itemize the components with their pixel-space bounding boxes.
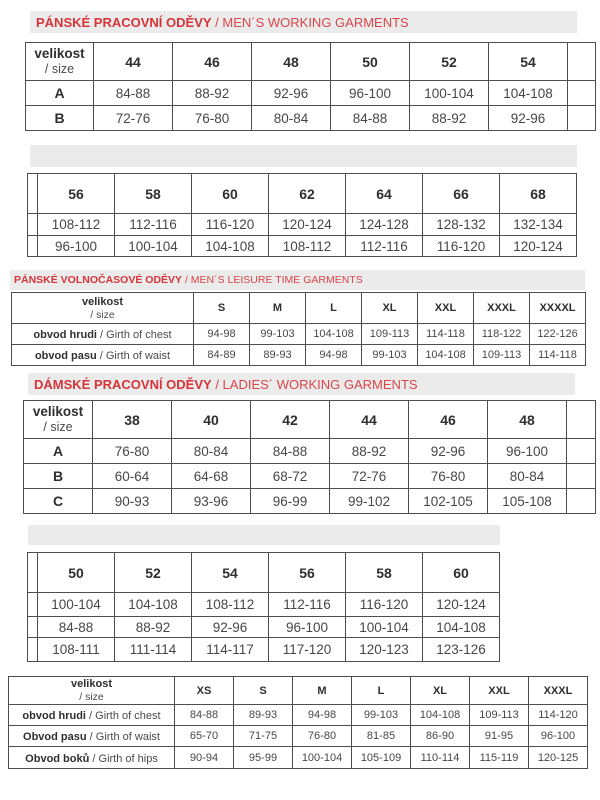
cropped-column-cell [28, 214, 38, 236]
value-cell: 104-108 [192, 236, 269, 257]
size-header-cell: 66 [423, 174, 500, 214]
value-cell: 94-98 [293, 705, 352, 726]
size-header-cell: 48 [252, 43, 331, 81]
value-cell: 96-100 [331, 81, 410, 106]
value-cell: 92-96 [192, 617, 269, 638]
value-cell: 108-112 [38, 214, 115, 236]
size-header-cell: 44 [94, 43, 173, 81]
cropped-column-cell [28, 593, 38, 617]
size-header-cell: 58 [115, 174, 192, 214]
value-cell: 102-105 [409, 489, 488, 514]
value-cell: 112-116 [346, 236, 423, 257]
value-cell: 109-113 [470, 705, 529, 726]
row-label-cell [9, 726, 175, 747]
size-header-cell: M [250, 293, 306, 324]
corner-label-czech: velikost [32, 404, 84, 419]
table-ladies-working-sizes-38-48 [23, 400, 596, 514]
title-english: / MEN´S LEISURE TIME GARMENTS [182, 274, 363, 286]
corner-label-english: / size [43, 420, 73, 434]
cropped-column-cell [28, 553, 38, 593]
value-cell: 81-85 [352, 726, 411, 747]
value-cell: 104-108 [411, 705, 470, 726]
table-ladies-letter-sizes [8, 676, 588, 769]
value-cell: 120-123 [346, 638, 423, 662]
value-cell: 99-102 [330, 489, 409, 514]
value-cell: 104-108 [306, 324, 362, 345]
size-corner-cell [24, 401, 93, 439]
value-cell: 84-88 [251, 439, 330, 464]
size-header-cell: 38 [93, 401, 172, 439]
size-header-cell: XXXL [529, 677, 588, 705]
size-header-cell: 46 [173, 43, 252, 81]
value-cell: 95-99 [234, 747, 293, 769]
value-cell: 84-88 [94, 81, 173, 106]
value-cell: 94-98 [306, 345, 362, 366]
corner-label-english: / size [90, 308, 115, 321]
row-label-english: / Girth of chest [85, 710, 161, 722]
value-cell: 64-68 [172, 464, 251, 489]
value-cell: 88-92 [410, 106, 489, 131]
value-cell: 100-104 [293, 747, 352, 769]
value-cell: 76-80 [409, 464, 488, 489]
value-cell: 100-104 [410, 81, 489, 106]
row-label-cell [12, 324, 194, 345]
row-label-cell: B [26, 106, 94, 131]
value-cell: 105-108 [488, 489, 567, 514]
table-mens-working-sizes-44-54 [25, 42, 596, 131]
title-english: / LADIES´ WORKING GARMENTS [211, 376, 418, 392]
value-cell: 122-126 [530, 324, 586, 345]
cropped-column-cell [568, 81, 596, 106]
value-cell: 60-64 [93, 464, 172, 489]
row-label-cell: C [24, 489, 93, 514]
size-header-cell: 56 [38, 174, 115, 214]
size-header-cell: 62 [269, 174, 346, 214]
title-english: / MEN´S WORKING GARMENTS [211, 14, 409, 30]
size-header-cell: XS [175, 677, 234, 705]
section-title-mens-leisure [10, 270, 585, 290]
value-cell: 114-117 [192, 638, 269, 662]
size-header-cell: XXL [470, 677, 529, 705]
value-cell: 108-112 [269, 236, 346, 257]
value-cell: 124-128 [346, 214, 423, 236]
value-cell: 111-114 [115, 638, 192, 662]
row-label-cell [9, 705, 175, 726]
size-header-cell: S [234, 677, 293, 705]
value-cell: 116-120 [192, 214, 269, 236]
size-header-cell: XXL [418, 293, 474, 324]
cropped-column-cell [567, 489, 596, 514]
value-cell: 90-93 [93, 489, 172, 514]
corner-label-czech: velikost [34, 46, 85, 61]
value-cell: 76-80 [173, 106, 252, 131]
value-cell: 96-100 [488, 439, 567, 464]
row-label-cell: A [24, 439, 93, 464]
size-header-cell: 44 [330, 401, 409, 439]
cropped-column-cell [567, 401, 596, 439]
value-cell: 84-88 [331, 106, 410, 131]
size-header-cell: 46 [409, 401, 488, 439]
value-cell: 80-84 [488, 464, 567, 489]
value-cell: 114-118 [530, 345, 586, 366]
value-cell: 116-120 [423, 236, 500, 257]
row-label-czech: obvod hrudi [33, 329, 97, 341]
row-label-cell [9, 747, 175, 769]
value-cell: 88-92 [330, 439, 409, 464]
value-cell: 88-92 [173, 81, 252, 106]
value-cell: 76-80 [93, 439, 172, 464]
value-cell: 100-104 [38, 593, 115, 617]
value-cell: 109-113 [362, 324, 418, 345]
value-cell: 116-120 [346, 593, 423, 617]
size-header-cell: 48 [488, 401, 567, 439]
value-cell: 108-111 [38, 638, 115, 662]
value-cell: 112-116 [115, 214, 192, 236]
value-cell: 104-108 [489, 81, 568, 106]
cropped-column-cell [28, 617, 38, 638]
size-corner-cell [26, 43, 94, 81]
row-label-czech: obvod hrudi [22, 710, 86, 722]
value-cell: 84-88 [38, 617, 115, 638]
size-header-cell: 52 [410, 43, 489, 81]
value-cell: 100-104 [346, 617, 423, 638]
section-title-ladies-working [28, 373, 575, 395]
cropped-column-cell [28, 236, 38, 257]
value-cell: 115-119 [470, 747, 529, 769]
size-header-cell: 60 [423, 553, 500, 593]
corner-label-czech: velikost [82, 295, 123, 308]
value-cell: 118-122 [474, 324, 530, 345]
value-cell: 84-88 [175, 705, 234, 726]
value-cell: 90-94 [175, 747, 234, 769]
value-cell: 76-80 [293, 726, 352, 747]
value-cell: 88-92 [115, 617, 192, 638]
value-cell: 94-98 [194, 324, 250, 345]
row-label-cell [12, 345, 194, 366]
value-cell: 117-120 [269, 638, 346, 662]
size-header-cell: 42 [251, 401, 330, 439]
value-cell: 89-93 [234, 705, 293, 726]
size-header-cell: XXXXL [530, 293, 586, 324]
value-cell: 92-96 [489, 106, 568, 131]
size-header-cell: 54 [489, 43, 568, 81]
value-cell: 96-99 [251, 489, 330, 514]
size-header-cell: L [352, 677, 411, 705]
divider-bar-ladies [28, 525, 500, 545]
size-header-cell: XL [411, 677, 470, 705]
value-cell: 120-124 [423, 593, 500, 617]
value-cell: 99-103 [352, 705, 411, 726]
value-cell: 86-90 [411, 726, 470, 747]
corner-label-czech: velikost [71, 678, 112, 690]
value-cell: 104-108 [418, 345, 474, 366]
size-header-cell: 52 [115, 553, 192, 593]
value-cell: 120-124 [500, 236, 577, 257]
value-cell: 120-125 [529, 747, 588, 769]
corner-label-english: / size [79, 691, 104, 703]
size-header-cell: 40 [172, 401, 251, 439]
table-ladies-working-sizes-50-60 [27, 552, 500, 662]
size-header-cell: 60 [192, 174, 269, 214]
row-label-english: / Girth of waist [86, 731, 160, 743]
value-cell: 89-93 [250, 345, 306, 366]
title-czech: PÁNSKÉ VOLNOČASOVÉ ODĚVY [14, 274, 183, 286]
value-cell: 80-84 [172, 439, 251, 464]
size-header-cell: 56 [269, 553, 346, 593]
size-header-cell: L [306, 293, 362, 324]
divider-bar-mens [30, 145, 577, 167]
size-header-cell: 68 [500, 174, 577, 214]
value-cell: 80-84 [252, 106, 331, 131]
cropped-column-cell [568, 106, 596, 131]
value-cell: 112-116 [269, 593, 346, 617]
cropped-column-cell [567, 464, 596, 489]
size-corner-cell [12, 293, 194, 324]
value-cell: 104-108 [423, 617, 500, 638]
size-corner-cell [9, 677, 175, 705]
table-mens-leisure-sizes [11, 292, 586, 366]
size-header-cell: 54 [192, 553, 269, 593]
value-cell: 132-134 [500, 214, 577, 236]
size-header-cell: 58 [346, 553, 423, 593]
title-czech: DÁMSKÉ PRACOVNÍ ODĚVY [34, 376, 212, 392]
row-label-czech: Obvod boků [25, 752, 90, 765]
value-cell: 93-96 [172, 489, 251, 514]
row-label-czech: Obvod pasu [23, 731, 87, 743]
size-header-cell: XL [362, 293, 418, 324]
title-czech: PÁNSKÉ PRACOVNÍ ODĚVY [36, 14, 212, 30]
cropped-column-cell [28, 174, 38, 214]
size-header-cell: XXXL [474, 293, 530, 324]
value-cell: 114-120 [529, 705, 588, 726]
value-cell: 84-89 [194, 345, 250, 366]
size-header-cell: 50 [38, 553, 115, 593]
value-cell: 108-112 [192, 593, 269, 617]
section-title-mens-working [30, 11, 577, 33]
value-cell: 92-96 [252, 81, 331, 106]
value-cell: 68-72 [251, 464, 330, 489]
value-cell: 91-95 [470, 726, 529, 747]
size-header-cell: S [194, 293, 250, 324]
value-cell: 100-104 [115, 236, 192, 257]
value-cell: 65-70 [175, 726, 234, 747]
cropped-column-cell [567, 439, 596, 464]
value-cell: 104-108 [115, 593, 192, 617]
corner-label-english: / size [44, 62, 75, 76]
size-header-cell: 64 [346, 174, 423, 214]
table-mens-working-sizes-56-68 [27, 173, 577, 257]
row-label-cell: A [26, 81, 94, 106]
value-cell: 110-114 [411, 747, 470, 769]
value-cell: 120-124 [269, 214, 346, 236]
row-label-english: / Girth of waist [96, 350, 171, 362]
value-cell: 72-76 [330, 464, 409, 489]
value-cell: 96-100 [529, 726, 588, 747]
value-cell: 96-100 [269, 617, 346, 638]
value-cell: 71-75 [234, 726, 293, 747]
value-cell: 128-132 [423, 214, 500, 236]
row-label-english: / Girth of chest [96, 329, 172, 341]
size-header-cell: M [293, 677, 352, 705]
value-cell: 92-96 [409, 439, 488, 464]
value-cell: 99-103 [362, 345, 418, 366]
value-cell: 109-113 [474, 345, 530, 366]
size-header-cell: 50 [331, 43, 410, 81]
cropped-column-cell [28, 638, 38, 662]
value-cell: 72-76 [94, 106, 173, 131]
row-label-english: / Girth of hips [89, 752, 158, 765]
value-cell: 99-103 [250, 324, 306, 345]
row-label-cell: B [24, 464, 93, 489]
cropped-column-cell [568, 43, 596, 81]
value-cell: 123-126 [423, 638, 500, 662]
value-cell: 105-109 [352, 747, 411, 769]
row-label-czech: obvod pasu [34, 350, 97, 362]
value-cell: 96-100 [38, 236, 115, 257]
value-cell: 114-118 [418, 324, 474, 345]
